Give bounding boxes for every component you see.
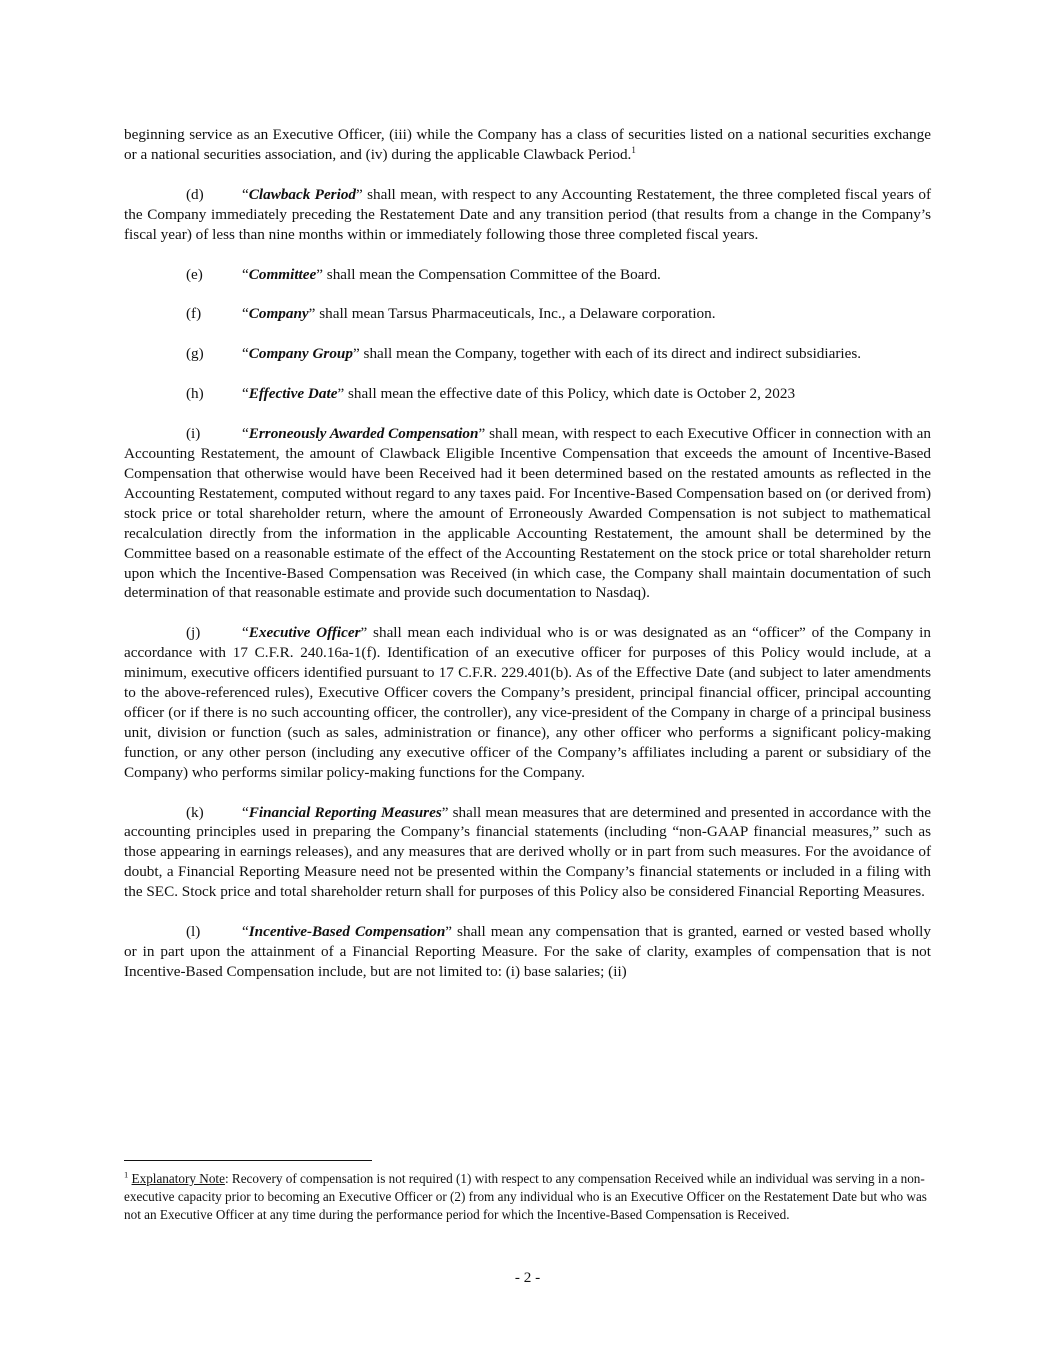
open-quote: “ xyxy=(242,624,249,642)
close-quote: ” xyxy=(352,345,360,363)
intro-text: beginning service as an Executive Officer, (iii) while the Company has a class of securities listed on a national securities exchange or a national securities association, and (iv) during the applicable Clawback Period. xyxy=(124,126,931,163)
definition-erroneously-awarded-compensation xyxy=(124,424,931,603)
footnote-divider xyxy=(124,1160,372,1161)
open-quote: “ xyxy=(242,803,249,821)
open-quote: “ xyxy=(242,305,249,323)
close-quote: ” xyxy=(356,185,363,203)
open-quote: “ xyxy=(242,425,249,443)
definition-number: (e) xyxy=(186,265,203,283)
page-number: - 2 - xyxy=(514,1269,541,1286)
definition-body: shall mean any compensation that is granted, earned or vested based wholly or in part upon the attainment of a Financial Reporting Measure. For the sake of clarity, examples of compensation that is not Incentive-Based Compensation include, but are not limited to: (i) base salaries; (ii) xyxy=(124,923,931,980)
defined-term: Clawback Period xyxy=(248,185,357,203)
footnote-reference: 1 xyxy=(631,144,636,155)
definition-company xyxy=(124,304,931,324)
defined-term: Company Group xyxy=(248,345,353,363)
definition-body: shall mean each individual who is or was designated as an “officer” of the Company in accordance with 17 C.F.R. 240.16a-1(f). Identification of an executive officer for purposes of this Policy would include, at a minimum, executive officers identified pursuant to 17 C.F.R. 229.401(b). As of the Effective Date (and subject to later amendments to the above-referenced rules), Executive Officer covers the Company’s president, principal financial officer, principal accounting officer (or if there is no such accounting officer, the controller), any vice-president of the Company in charge of a principal business unit, division or function (such as sales, administration or finance), any other officer who performs a significant policy-making function, or any other person (including any executive officer of the Company’s affiliates including a parent or subsidiary of the Company) who performs similar policy-making functions for the Company. xyxy=(124,624,931,781)
defined-term: Erroneously Awarded Compensation xyxy=(248,425,479,443)
definition-number: (k) xyxy=(186,803,204,821)
footnote-marker: 1 xyxy=(124,1169,129,1180)
definition-number: (j) xyxy=(186,624,201,642)
definition-executive-officer xyxy=(124,623,931,782)
definition-body: shall mean Tarsus Pharmaceuticals, Inc., a Delaware corporation. xyxy=(315,305,716,323)
definition-number: (h) xyxy=(186,385,204,403)
open-quote: “ xyxy=(242,923,249,941)
definition-company-group xyxy=(124,344,931,364)
defined-term: Company xyxy=(248,305,309,323)
footnote-label: Explanatory Note xyxy=(131,1171,225,1186)
definition-body: shall mean the Company, together with each of its direct and indirect subsidiaries. xyxy=(359,345,862,363)
defined-term: Incentive-Based Compensation xyxy=(248,923,446,941)
close-quote: ” xyxy=(441,803,449,821)
defined-term: Financial Reporting Measures xyxy=(248,803,442,821)
definition-number: (l) xyxy=(186,923,201,941)
open-quote: “ xyxy=(242,265,249,283)
footnote xyxy=(124,1170,931,1224)
definition-number: (i) xyxy=(186,425,201,443)
definition-incentive-based-compensation xyxy=(124,922,931,982)
definition-clawback-period xyxy=(124,185,931,245)
open-quote: “ xyxy=(242,185,249,203)
close-quote: ” xyxy=(445,923,453,941)
defined-term: Effective Date xyxy=(248,385,338,403)
definition-body: shall mean, with respect to any Accounting Restatement, the three completed fiscal years of the Company immediately preceding the Restatement Date and any transition period (that results from a change in the Company’s fiscal year) of less than nine months within or immediately following those three completed fiscal years. xyxy=(124,185,932,243)
definition-number: (f) xyxy=(186,305,202,323)
close-quote: ” xyxy=(308,305,316,323)
definition-body: shall mean measures that are determined and presented in accordance with the accounting principles used in preparing the Company’s financial statements (including “non-GAAP financial measures,” such as those appearing in earnings releases), and any measures that are derived wholly or in part from such measures. For the avoidance of doubt, a Financial Reporting Measure need not be presented within the Company’s financial statements or included in a filing with the SEC. Stock price and total shareholder return shall for purposes of this Policy also be considered Financial Reporting Measures. xyxy=(124,803,931,901)
close-quote: ” xyxy=(360,624,368,642)
definition-financial-reporting-measures xyxy=(124,803,931,903)
document-body xyxy=(124,125,931,1002)
definition-effective-date xyxy=(124,384,931,404)
close-quote: ” xyxy=(316,265,323,283)
definition-body: shall mean the Compensation Committee of the Board. xyxy=(323,265,661,283)
defined-term: Executive Officer xyxy=(248,624,361,642)
defined-term: Committee xyxy=(248,265,317,283)
definition-body: shall mean the effective date of this Policy, which date is October 2, 2023 xyxy=(344,385,796,403)
close-quote: ” xyxy=(337,385,345,403)
definition-committee xyxy=(124,265,931,285)
open-quote: “ xyxy=(242,385,249,403)
definition-body: shall mean, with respect to each Executive Officer in connection with an Accounting Restatement, the amount of Clawback Eligible Incentive Compensation that exceeds the amount of Incentive-Based Compensation that otherwise would have been Received had it been determined based on the restated amounts as reflected in the Accounting Restatement, computed without regard to any taxes paid. For Incentive-Based Compensation based on (or derived from) stock price or total shareholder return, where the amount of Erroneously Awarded Compensation is not subject to mathematical recalculation directly from the information in the applicable Accounting Restatement, the amount shall be determined by the Committee based on a reasonable estimate of the effect of the Accounting Restatement on the stock price or total shareholder return upon which the Incentive-Based Compensation was Received (in which case, the Company shall maintain documentation of such determination of that reasonable estimate and provide such documentation to Nasdaq). xyxy=(124,425,931,602)
intro-paragraph xyxy=(124,125,931,165)
definition-number: (g) xyxy=(186,345,204,363)
definition-number: (d) xyxy=(186,185,204,203)
close-quote: ” xyxy=(478,425,486,443)
open-quote: “ xyxy=(242,345,249,363)
footnote-text: : Recovery of compensation is not required (1) with respect to any compensation Received while an individual was serving in a non-executive capacity prior to becoming an Executive Officer or (2) from any individual who is an Executive Officer on the Restatement Date but who was not an Executive Officer at any time during the performance period for which the Incentive-Based Compensation is Received. xyxy=(124,1171,927,1222)
